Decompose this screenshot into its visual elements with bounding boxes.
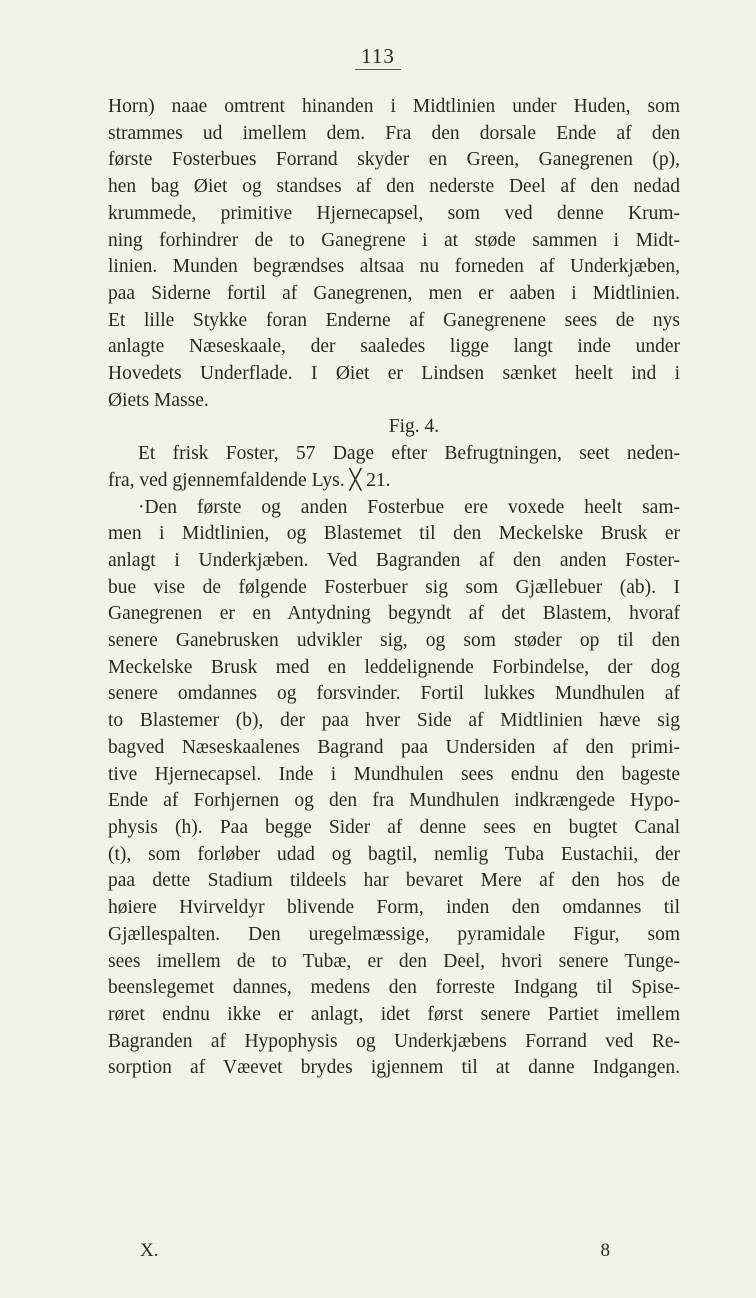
text-line: anlagte Næseskaale, der saaledes ligge langt inde under [108,336,680,358]
page-footer [140,1240,610,1262]
figure-title: Fig. 4. [388,416,440,438]
text-line: Ganegrenen er en Antydning begyndt af det Blastem, hvoraf [108,603,680,625]
text-line: paa dette Stadium tildeels har bevaret Mere af den hos de [108,870,680,892]
text-line: anlagt i Underkjæben. Ved Bagranden af den anden Foster- [108,549,680,571]
text-line: Horn) naae omtrent hinanden i Midtlinien under Huden, som [108,96,680,117]
text-line: senere Ganebrusken udvikler sig, og som støder op til den [108,630,680,652]
text-line: Meckelske Brusk med en leddelignende Forbindelse, der dog [108,656,680,678]
signature-mark: X. [140,1240,159,1261]
text-line: Gjællespalten. Den uregelmæssige, pyramidale Figur, som [108,923,680,945]
text-line: Øiets Masse. [108,389,209,411]
text-line: Hovedets Underflade. I Øiet er Lindsen sænket heelt ind i [108,363,680,385]
text-line: ·Den første og anden Fosterbue ere voxede heelt sam- [138,496,680,518]
text-line: røret endnu ikke er anlagt, idet først senere Partiet imellem [108,1003,680,1025]
text-line: beenslegemet dannes, medens den forreste Indgang til Spise- [108,977,680,999]
page-number: 113 [0,44,756,69]
text-line: strammes ud imellem dem. Fra den dorsale Ende af den [108,122,680,144]
figure-caption [108,441,680,494]
text-line: sorption af Væevet brydes igjennem til at danne Indgangen. [108,1057,680,1079]
text-line: Ende af Forhjernen og den fra Mundhulen indkrængede Hypo- [108,790,680,812]
paragraph-2 [108,495,680,1082]
text-line: paa Siderne fortil af Ganegrenen, men er aaben i Midtlinien. [108,282,680,304]
signature-number: 8 [600,1240,610,1261]
text-line: (t), som forløber udad og bagtil, nemlig Tuba Eustachii, der [108,843,680,865]
text-line: to Blastemer (b), der paa hver Side af Midtlinien hæve sig [108,710,680,732]
text-line: tive Hjernecapsel. Inde i Mundhulen sees endnu den bageste [108,763,680,785]
text-line: Bagranden af Hypophysis og Underkjæbens Forrand ved Re- [108,1030,680,1052]
text-line: krummede, primitive Hjernecapsel, som ved denne Krum- [108,202,680,224]
text-line: sees imellem de to Tubæ, er den Deel, hvori senere Tunge- [108,950,680,972]
text-line: Et lille Stykke foran Enderne af Ganegrenene sees de nys [108,309,680,331]
paragraph-1 [108,94,680,414]
text-line: physis (h). Paa begge Sider af denne sees en bugtet Canal [108,816,680,838]
text-line: hen bag Øiet og standses af den nederste Deel af den nedad [108,176,680,198]
text-line: men i Midtlinien, og Blastemet til den Meckelske Brusk er [108,523,680,545]
text-line: høiere Hvirveldyr blivende Form, inden den omdannes til [108,897,680,919]
body-text [108,94,680,1082]
text-line: ning forhindrer de to Ganegrene i at støde sammen i Midt- [108,229,680,251]
text-line: senere omdannes og forsvinder. Fortil lukkes Mundhulen af [108,683,680,705]
text-line: første Fosterbues Forrand skyder en Green, Ganegrenen (p), [108,149,680,171]
text-line: linien. Munden begrændses altsaa nu forneden af Underkjæben, [108,256,680,278]
caption-line: Et frisk Foster, 57 Dage efter Befrugtningen, seet neden- [138,443,680,465]
text-line: bue vise de følgende Fosterbuer sig som Gjællebuer (ab). I [108,576,680,598]
text-line: bagved Næseskaalenes Bagrand paa Undersiden af den primi- [108,736,680,758]
caption-line: fra, ved gjennemfaldende Lys. ╳ 21. [108,469,391,491]
